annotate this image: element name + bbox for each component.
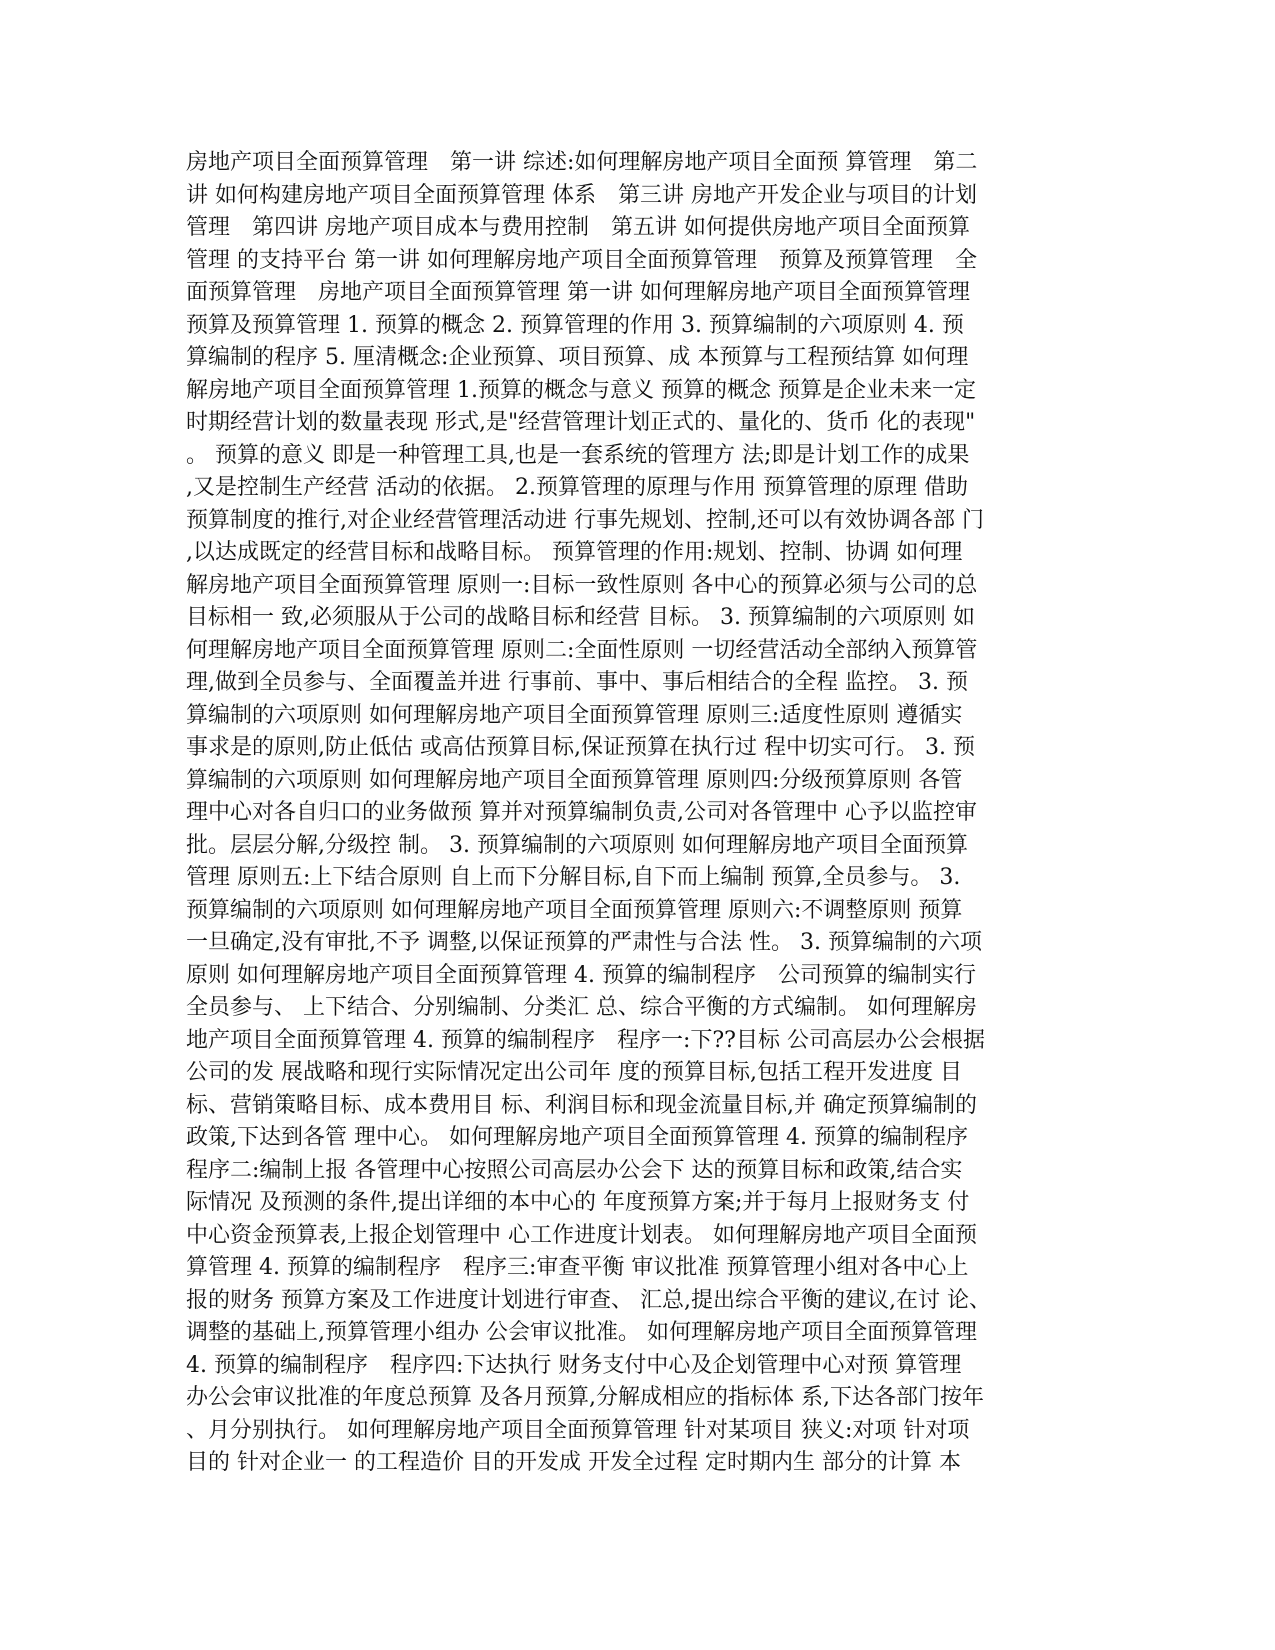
text-line: 4. 预算的编制程序 程序四:下达执行 财务支付中心及企划管理中心对预 算管理: [186, 1352, 962, 1378]
text-line: 调整的基础上,预算管理小组办 公会审议批准。 如何理解房地产项目全面预算管理: [186, 1320, 977, 1345]
text-line: 解房地产项目全面预算管理 原则一:目标一致性原则 各中心的预算必须与公司的总: [186, 572, 978, 598]
text-line: 讲 如何构建房地产项目全面预算管理 体系 第三讲 房地产开发企业与项目的计划: [186, 182, 977, 208]
text-line: 原则 如何理解房地产项目全面预算管理 4. 预算的编制程序 公司预算的编制实行: [186, 962, 976, 988]
text-line: ,以达成既定的经营目标和战略目标。 预算管理的作用:规划、控制、协调 如何理: [186, 540, 963, 565]
text-line: 时期经营计划的数量表现 形式,是"经营管理计划正式的、量化的、货币 化的表现": [186, 410, 976, 435]
text-line: 预算制度的推行,对企业经营管理活动进 行事先规划、控制,还可以有效协调各部 门: [186, 507, 984, 533]
text-line: 报的财务 预算方案及工作进度计划进行审查、 汇总,提出综合平衡的建议,在讨 论、: [186, 1287, 991, 1313]
body-text: [186, 147, 1086, 1480]
text-line: 算编制的程序 5. 厘清概念:企业预算、项目预算、成 本预算与工程预结算 如何理: [186, 345, 969, 370]
text-line: 、月分别执行。 如何理解房地产项目全面预算管理 针对某项目 狭义:对项 针对项: [186, 1417, 970, 1443]
text-line: 公司的发 展战略和现行实际情况定出公司年 度的预算目标,包括工程开发进度 目: [186, 1060, 962, 1085]
text-line: 全员参与、 上下结合、分别编制、分类汇 总、综合平衡的方式编制。 如何理解房: [186, 995, 977, 1020]
text-line: 面预算管理 房地产项目全面预算管理 第一讲 如何理解房地产项目全面预算管理: [186, 280, 970, 305]
text-line: 解房地产项目全面预算管理 1.预算的概念与意义 预算的概念 预算是企业未来一定: [186, 377, 976, 403]
text-line: 管理 第四讲 房地产项目成本与费用控制 第五讲 如何提供房地产项目全面预算: [186, 215, 970, 240]
text-line: 管理 的支持平台 第一讲 如何理解房地产项目全面预算管理 预算及预算管理 全: [186, 247, 977, 273]
text-line: 程序二:编制上报 各管理中心按照公司高层办公会下 达的预算目标和政策,结合实: [186, 1157, 963, 1183]
text-line: 预算编制的六项原则 如何理解房地产项目全面预算管理 原则六:不调整原则 预算: [186, 897, 963, 923]
text-line: 标、营销策略目标、成本费用目 标、利润目标和现金流量目标,并 确定预算编制的: [186, 1092, 977, 1118]
text-line: 。 预算的意义 即是一种管理工具,也是一套系统的管理方 法;即是计划工作的成果: [186, 442, 970, 468]
text-line: 算编制的六项原则 如何理解房地产项目全面预算管理 原则四:分级预算原则 各管: [186, 767, 963, 793]
text-line: 何理解房地产项目全面预算管理 原则二:全面性原则 一切经营活动全部纳入预算管: [186, 637, 978, 663]
text-line: 地产项目全面预算管理 4. 预算的编制程序 程序一:下??目标 公司高层办公会根据: [186, 1027, 985, 1053]
text-line: 际情况 及预测的条件,提出详细的本中心的 年度预算方案;并于每月上报财务支 付: [186, 1190, 970, 1215]
text-line: 中心资金预算表,上报企划管理中 心工作进度计划表。 如何理解房地产项目全面预: [186, 1222, 977, 1248]
text-line: 理中心对各自归口的业务做预 算并对预算编制负责,公司对各管理中 心予以监控审: [186, 800, 977, 825]
text-line: 算编制的六项原则 如何理解房地产项目全面预算管理 原则三:适度性原则 遵循实: [186, 702, 963, 728]
text-line: 事求是的原则,防止低估 或高估预算目标,保证预算在执行过 程中切实可行。 3. 预: [186, 735, 975, 760]
text-line: 房地产项目全面预算管理 第一讲 综述:如何理解房地产项目全面预 算管理 第二: [186, 150, 978, 175]
text-line: 管理 原则五:上下结合原则 自上而下分解目标,自下而上编制 预算,全员参与。 3.: [186, 865, 961, 890]
text-line: 目标相一 致,必须服从于公司的战略目标和经营 目标。 3. 预算编制的六项原则 如: [186, 605, 975, 630]
text-line: 预算及预算管理 1. 预算的概念 2. 预算管理的作用 3. 预算编制的六项原则 4. 预: [186, 312, 964, 338]
text-line: 政策,下达到各管 理中心。 如何理解房地产项目全面预算管理 4. 预算的编制程序: [186, 1125, 968, 1150]
text-line: 批。层层分解,分级控 制。 3. 预算编制的六项原则 如何理解房地产项目全面预算: [186, 832, 968, 858]
text-line: ,又是控制生产经营 活动的依据。 2.预算管理的原理与作用 预算管理的原理 借助: [186, 475, 968, 500]
text-line: 一旦确定,没有审批,不予 调整,以保证预算的严肃性与合法 性。 3. 预算编制的六项: [186, 930, 982, 955]
text-line: 目的 针对企业一 的工程造价 目的开发成 开发全过程 定时期内生 部分的计算 本: [186, 1450, 961, 1475]
text-line: 理,做到全员参与、全面覆盖并进 行事前、事中、事后相结合的全程 监控。 3. 预: [186, 670, 968, 695]
text-line: 办公会审议批准的年度总预算 及各月预算,分解成相应的指标体 系,下达各部门按年: [186, 1385, 984, 1410]
text-line: 算管理 4. 预算的编制程序 程序三:审查平衡 审议批准 预算管理小组对各中心上: [186, 1255, 969, 1280]
